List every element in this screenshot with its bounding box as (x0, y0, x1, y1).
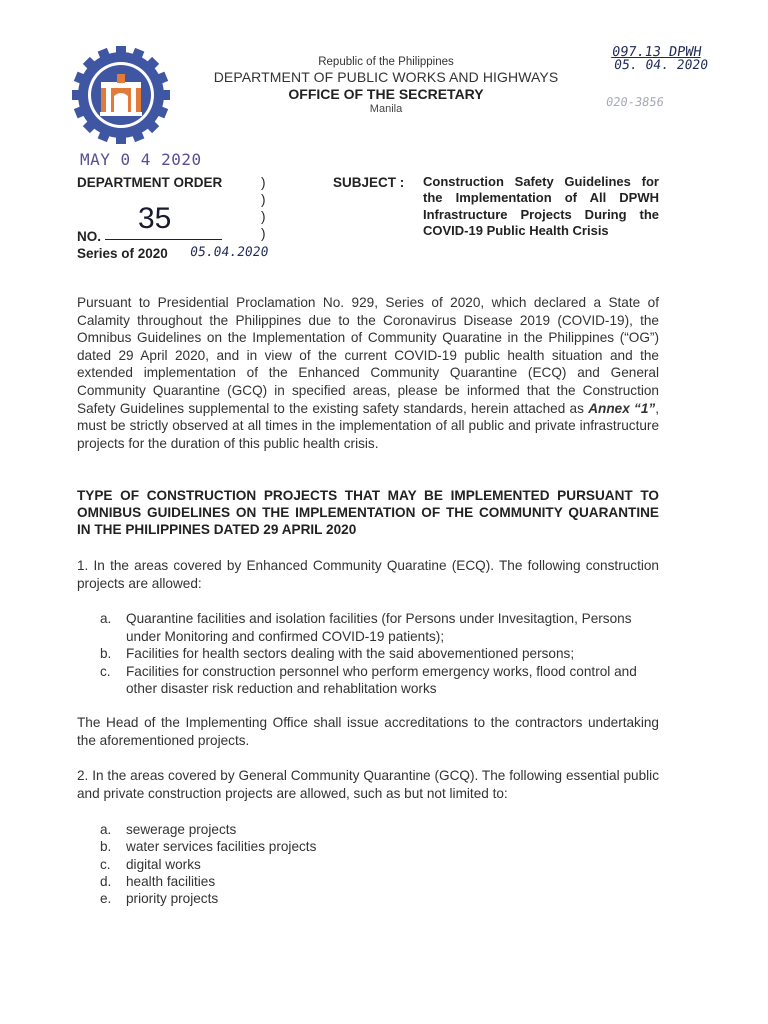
list-item-text: digital works (126, 856, 201, 872)
list-marker: c. (100, 663, 111, 679)
list-item-text: Quarantine facilities and isolation facilities (for Persons under Invesitagtion, Persons under Monitoring and confirmed COVID-19 patients); (126, 611, 632, 644)
section-1-intro: 1. In the areas covered by Enhanced Community Quaratine (ECQ). The following construction projects are allowed: (77, 558, 659, 591)
department-order-label: DEPARTMENT ORDER (77, 175, 223, 190)
handwritten-order-number: 35 (138, 202, 172, 235)
list-item (100, 663, 660, 698)
annex-reference: Annex “1” (588, 400, 656, 416)
list-marker: b. (100, 646, 112, 662)
handwritten-reference-date: 05. 04. 2020 (612, 58, 709, 73)
order-number-label: NO. (77, 229, 102, 244)
ecq-project-list (100, 610, 660, 698)
list-item (100, 890, 660, 907)
handwritten-initials-date: 05.04.2020 (188, 245, 270, 260)
list-item (100, 838, 660, 855)
list-item (100, 610, 660, 645)
intro-text: Pursuant to Presidential Proclamation No. 929, Series of 2020, which declared a State of Calamity throughout the Philippines due to the Coronavirus Disease 2019 (COVID-19), the Omnibus Guidelines on the Implementation of Community Quaratine in the Philippines (“OG”) dated 29 April 2020, and in view of the current COVID-19 public health situation and the extended implementation of the Enhanced Community Quarantine (ECQ) and General Community Quarantine (GCQ) in specified areas, please be informed that the Construction Safety Guidelines supplemental to the existing safety standards, herein attached as (77, 295, 659, 416)
list-item (100, 645, 660, 663)
list-marker: c. (100, 856, 111, 872)
section-2-intro: 2. In the areas covered by General Community Quarantine (GCQ). The following essential public and private construction projects are allowed, such as but not limited to: (77, 768, 659, 801)
list-item-text: water services facilities projects (126, 839, 317, 855)
series-label: Series of 2020 (77, 246, 168, 261)
letterhead-city: Manila (369, 103, 403, 115)
order-number-line (105, 239, 222, 240)
handwritten-faint-code: 020-3856 (605, 95, 665, 109)
intro-text-end: , must be strictly observed at all times in the implementation of all public and private infrastructure projects for the duration of this public health crisis. (77, 400, 659, 451)
list-item-text: priority projects (126, 891, 219, 907)
letterhead-office: OFFICE OF THE SECRETARY (288, 86, 484, 102)
list-item-text: Facilities for health sectors dealing with the said abovementioned persons; (126, 646, 575, 662)
list-item-text: Facilities for construction personnel who perform emergency works, flood control and other disaster risk reduction and rehablitation works (126, 663, 637, 697)
list-marker: d. (100, 873, 112, 889)
handwritten-reference-number: 097.13 DPWH (610, 44, 703, 60)
stamped-date: MAY 0 4 2020 (80, 150, 202, 169)
letterhead-department: DEPARTMENT OF PUBLIC WORKS AND HIGHWAYS (213, 69, 559, 85)
section-heading: TYPE OF CONSTRUCTION PROJECTS THAT MAY BE IMPLEMENTED PURSUANT TO OMNIBUS GUIDELINES ON THE IMPLEMENTATION OF THE COMMUNITY QUARANTINE IN THE PHILIPPINES DATED 29 APRIL 2020 (77, 488, 659, 537)
gear-tooth (116, 132, 126, 144)
subject-label: SUBJECT : (333, 175, 405, 190)
subject-text: Construction Safety Guidelines for the Implementation of All DPWH Infrastructure Projects During the COVID-19 Public Health Crisis (423, 174, 659, 239)
list-marker: a. (100, 611, 112, 626)
list-marker: a. (100, 822, 112, 837)
bracket-paren: ) (261, 209, 266, 224)
bracket-paren: ) (261, 192, 266, 207)
bracket-paren: ) (261, 175, 266, 190)
list-item (100, 856, 660, 873)
list-marker: b. (100, 839, 112, 855)
accreditation-note: The Head of the Implementing Office shall issue accreditations to the contractors undertaking the aforementioned projects. (77, 715, 659, 748)
letterhead-republic: Republic of the Philippines (318, 56, 454, 68)
gcq-project-list (100, 821, 660, 907)
bracket-paren: ) (261, 226, 266, 241)
list-marker: e. (100, 891, 112, 907)
list-item (100, 821, 660, 838)
intro-paragraph (77, 294, 659, 452)
list-item-text: sewerage projects (126, 822, 237, 837)
list-item (100, 873, 660, 890)
list-item-text: health facilities (126, 873, 216, 889)
